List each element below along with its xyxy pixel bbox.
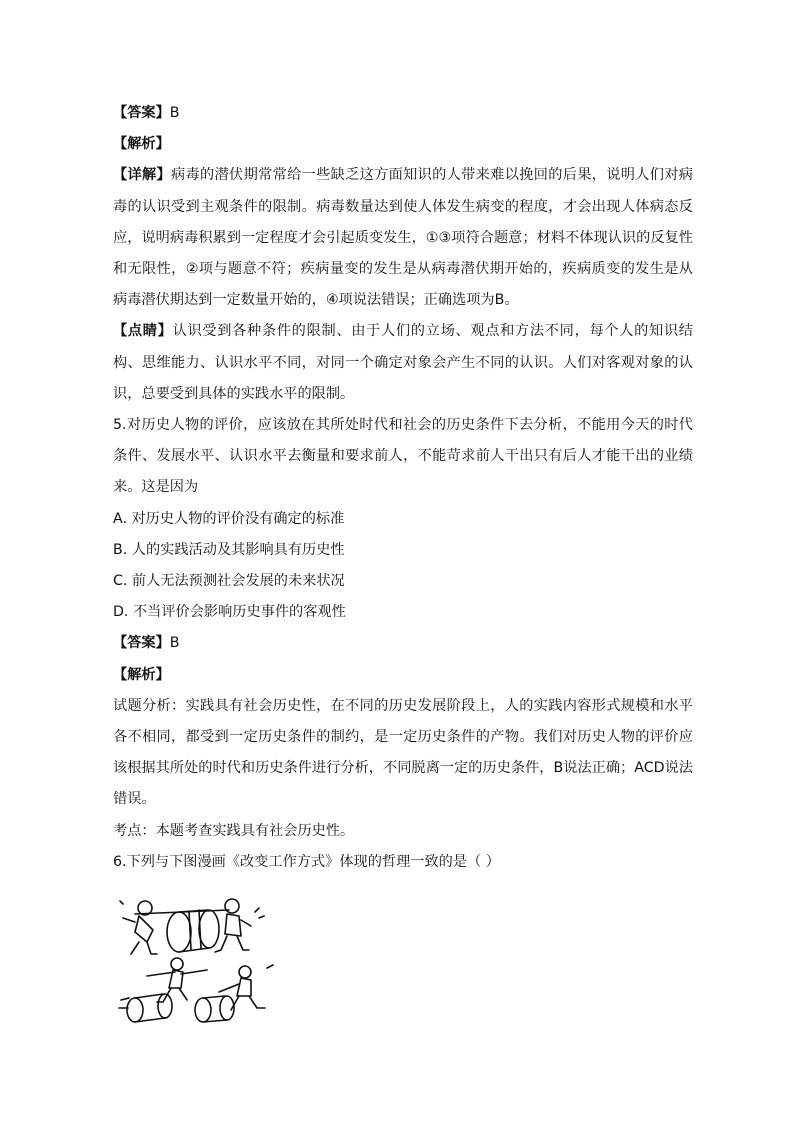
cartoon-image [117, 892, 287, 1032]
q4-answer-line [113, 98, 693, 129]
q5-analysis-paragraph: 试题分析：实践具有社会历史性，在不同的历史发展阶段上，人的实践内容形式规模和水平各不相同，都受到一定历史条件的制约，是一定历史条件的产物。我们对历史人物的评价应该根据其所处的时代和历史条件进行分析，不同脱离一定的历史条件，B说法正确；ACD说法错误。 [113, 697, 693, 808]
q4-detail-paragraph [113, 160, 693, 316]
q4-analysis-heading: 【解析】 [113, 136, 170, 153]
document-page [113, 98, 693, 1036]
q5-option-b: B. 人的实践活动及其影响具有历史性 [113, 541, 345, 558]
q5-stem: 5.对历史人物的评价，应该放在其所处时代和社会的历史条件下去分析，不能用今天的时代条件、发展水平、认识水平去衡量和要求前人，不能苛求前人干出只有后人才能干出的业绩来。这是因为 [113, 417, 693, 496]
q6-stem: 6.下列与下图漫画《改变工作方式》体现的哲理一致的是（ ） [113, 853, 500, 870]
answer-tag: 【答案】 [113, 105, 170, 121]
q5-option-c: C. 前人无法预测社会发展的未来状况 [113, 573, 345, 590]
q5-analysis-heading: 【解析】 [113, 666, 170, 683]
q5-answer-line [113, 628, 693, 659]
answer-tag: 【答案】 [113, 635, 170, 652]
q4-point-paragraph [113, 316, 693, 410]
answer-value: B [169, 105, 180, 121]
q5-kaodian: 考点：本题考查实践具有社会历史性。 [113, 822, 355, 839]
detail-tag: 【详解】 [113, 167, 172, 184]
point-tag: 【点睛】 [113, 323, 173, 340]
q5-option-a: A. 对历史人物的评价没有确定的标准 [113, 510, 345, 527]
detail-text: 病毒的潜伏期常常给一些缺乏这方面知识的人带来难以挽回的后果，说明人们对病毒的认识受到主观条件的限制。病毒数量达到使人体发生病变的程度，才会出现人体病态反应，说明病毒积累到一定程度才会引起质变发生，①③项符合题意；材料不体现认识的反复性和无限性，②项与题意不符；疾病量变的发生是从病毒潜伏期开始的，疾病质变的发生是从病毒潜伏期达到一定数量开始的，④项说法错误；正确选项为B。 [113, 167, 693, 309]
answer-value: B [169, 635, 180, 652]
point-text: 认识受到各种条件的限制、由于人们的立场、观点和方法不同，每个人的知识结构、思维能力、认识水平不同，对同一个确定对象会产生不同的认识。人们对客观对象的认识，总要受到具体的实践水平的限制。 [113, 323, 693, 402]
q5-option-d: D. 不当评价会影响历史事件的客观性 [113, 604, 346, 621]
